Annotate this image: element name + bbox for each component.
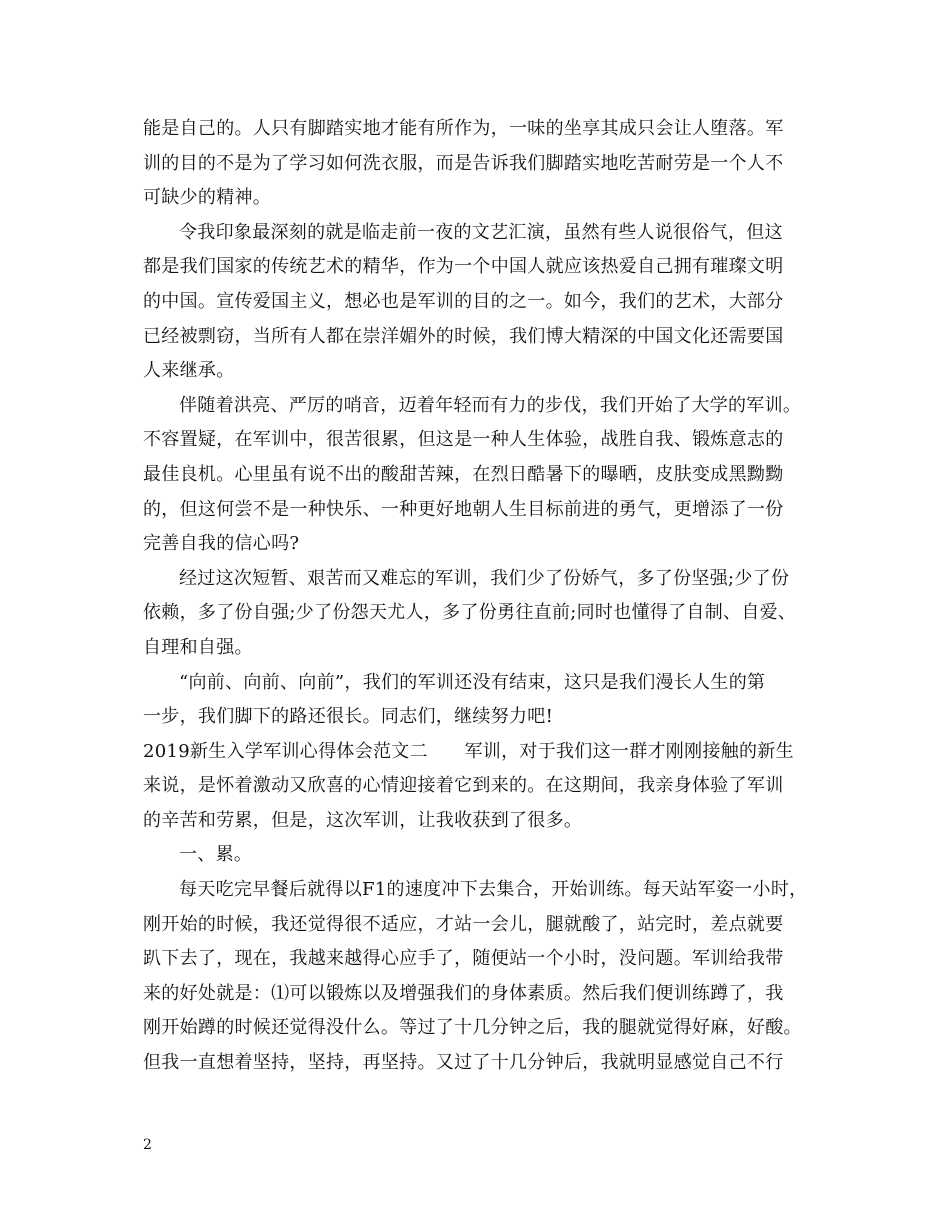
text-line: 训的目的不是为了学习如何洗衣服，而是告诉我们脚踏实地吃苦耐劳是一个人不 — [143, 152, 784, 174]
text-line: 不容置疑，在军训中，很苦很累，但这是一种人生体验，战胜自我、锻炼意志的 — [143, 429, 784, 451]
text-line: 2019新生入学军训心得体会范文二 军训，对于我们这一群才刚刚接触的新生 — [143, 740, 794, 762]
text-line: 的，但这何尝不是一种快乐、一种更好地朝人生目标前进的勇气，更增添了一份 — [143, 498, 784, 520]
text-line: 人来继承。 — [143, 360, 235, 382]
text-line: 来说，是怀着激动又欣喜的心情迎接着它到来的。在这期间，我亲身体验了军训 — [143, 775, 784, 797]
text-line: 自理和自强。 — [143, 636, 253, 658]
text-line: 但我一直想着坚持，坚持，再坚持。又过了十几分钟后，我就明显感觉自己不行 — [143, 1052, 784, 1074]
text-line: 趴下去了，现在，我越来越得心应手了，随便站一个小时，没问题。军训给我带 — [143, 948, 784, 970]
text-line: 的辛苦和劳累，但是，这次军训，让我收获到了很多。 — [143, 809, 583, 831]
text-line: 经过这次短暂、艰苦而又难忘的军训，我们少了份娇气，多了份坚强;少了份 — [179, 567, 790, 589]
text-line: 能是自己的。人只有脚踏实地才能有所作为，一味的坐享其成只会让人堕落。军 — [143, 118, 784, 139]
text-line: 完善自我的信心吗? — [143, 533, 300, 555]
text-line: 的中国。宣传爱国主义，想必也是军训的目的之一。如今，我们的艺术，大部分 — [143, 290, 784, 312]
text-line: “向前、向前、向前”，我们的军训还没有结束，这只是我们漫长人生的第 — [179, 671, 766, 693]
text-line: 都是我们国家的传统艺术的精华，作为一个中国人就应该热爱自己拥有璀璨文明 — [143, 256, 784, 278]
text-line: 可缺少的精神。 — [143, 187, 272, 209]
text-line: 刚开始蹲的时候还觉得没什么。等过了十几分钟之后，我的腿就觉得好麻，好酸。 — [143, 1017, 802, 1039]
text-line: 每天吃完早餐后就得以F1的速度冲下去集合，开始训练。每天站军姿一小时， — [179, 879, 808, 901]
text-line: 已经被剽窃，当所有人都在崇洋媚外的时候，我们博大精深的中国文化还需要国 — [143, 325, 784, 347]
page-number: 2 — [143, 1137, 152, 1153]
text-line: 一、累。 — [179, 844, 253, 866]
text-line: 来的好处就是：⑴可以锻炼以及增强我们的身体素质。然后我们便训练蹲了，我 — [143, 982, 784, 1004]
text-line: 依赖，多了份自强;少了份怨天尤人，多了份勇往直前;同时也懂得了自制、自爱、 — [143, 602, 797, 624]
text-line: 刚开始的时候，我还觉得很不适应，才站一会儿，腿就酸了，站完时，差点就要 — [143, 913, 784, 935]
body-text — [143, 112, 823, 1081]
text-line: 令我印象最深刻的就是临走前一夜的文艺汇演，虽然有些人说很俗气，但这 — [179, 221, 783, 243]
text-line: 伴随着洪亮、严厉的哨音，迈着年轻而有力的步伐，我们开始了大学的军训。 — [179, 394, 802, 416]
text-line: 一步，我们脚下的路还很长。同志们，继续努力吧! — [143, 706, 554, 728]
text-line: 最佳良机。心里虽有说不出的酸甜苦辣，在烈日酷暑下的曝晒，皮肤变成黑黝黝 — [143, 463, 784, 485]
